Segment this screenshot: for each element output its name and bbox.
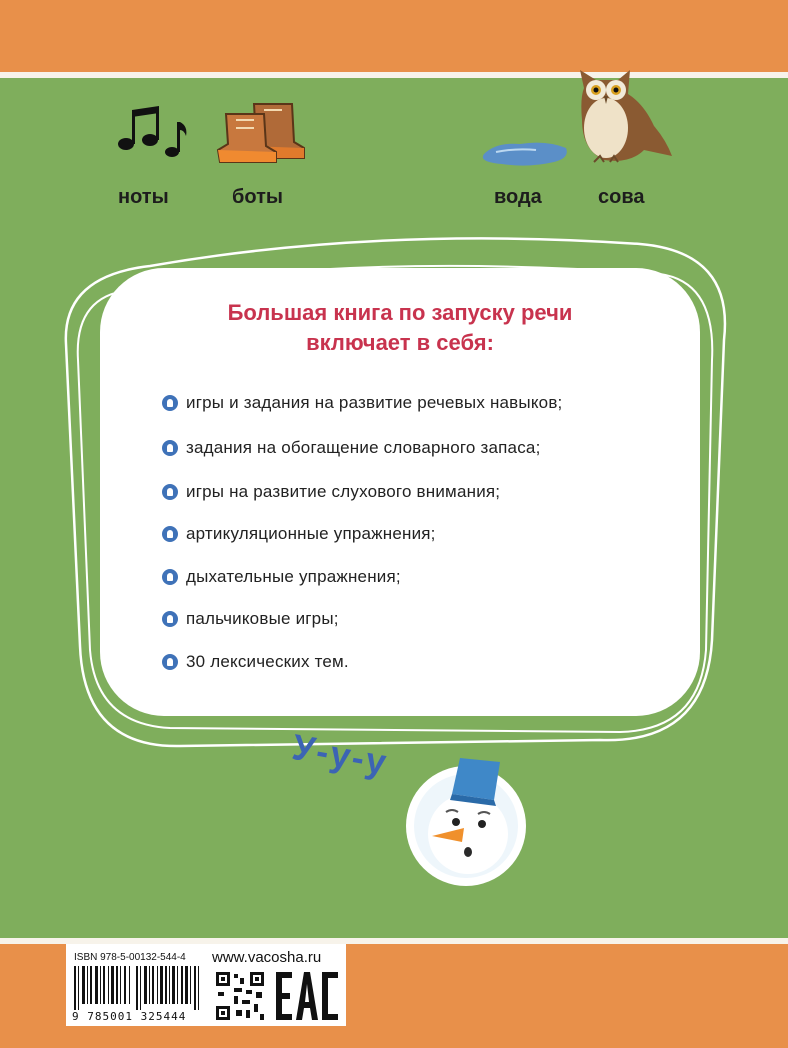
word-noty: ноты	[118, 186, 169, 208]
bell-bullet-icon	[162, 654, 178, 670]
bell-bullet-icon	[162, 395, 178, 411]
bell-bullet-icon	[162, 526, 178, 542]
card-title	[100, 298, 700, 358]
bell-bullet-icon	[162, 440, 178, 456]
list-item	[162, 480, 500, 504]
list-item	[162, 650, 349, 674]
list-item	[162, 522, 436, 546]
list-item-text: дыхательные упражнения;	[186, 567, 401, 586]
card-title-line2: включает в себя:	[306, 330, 494, 355]
list-item-text: 30 лексических тем.	[186, 652, 349, 671]
list-item	[162, 436, 541, 460]
list-item-text: задания на обогащение словарного запаса;	[186, 438, 541, 457]
list-item-text: пальчиковые игры;	[186, 609, 339, 628]
snowman-icon	[404, 752, 532, 888]
bell-bullet-icon	[162, 611, 178, 627]
card-title-line1: Большая книга по запуску речи	[227, 300, 573, 325]
qr-code-icon	[214, 970, 266, 1022]
snowman-speech-text: У-у-у	[289, 725, 392, 784]
barcode-icon	[74, 966, 206, 1010]
list-item-text: игры и задания на развитие речевых навыков;	[186, 393, 563, 412]
word-voda: вода	[494, 186, 542, 208]
website-text: www.vacosha.ru	[212, 949, 322, 966]
list-item-text: артикуляционные упражнения;	[186, 524, 436, 543]
word-boty: боты	[232, 186, 283, 208]
publishing-info-block	[66, 944, 346, 1026]
list-item	[162, 607, 339, 631]
bell-bullet-icon	[162, 569, 178, 585]
list-item-text: игры на развитие слухового внимания;	[186, 482, 501, 501]
word-sova: сова	[598, 186, 645, 208]
list-item	[162, 565, 401, 589]
isbn-text: ISBN 978-5-00132-544-4	[74, 952, 186, 963]
eac-certification-mark	[274, 970, 340, 1022]
bell-bullet-icon	[162, 484, 178, 500]
list-item	[162, 391, 562, 415]
barcode-number: 9 785001 325444	[72, 1010, 187, 1023]
